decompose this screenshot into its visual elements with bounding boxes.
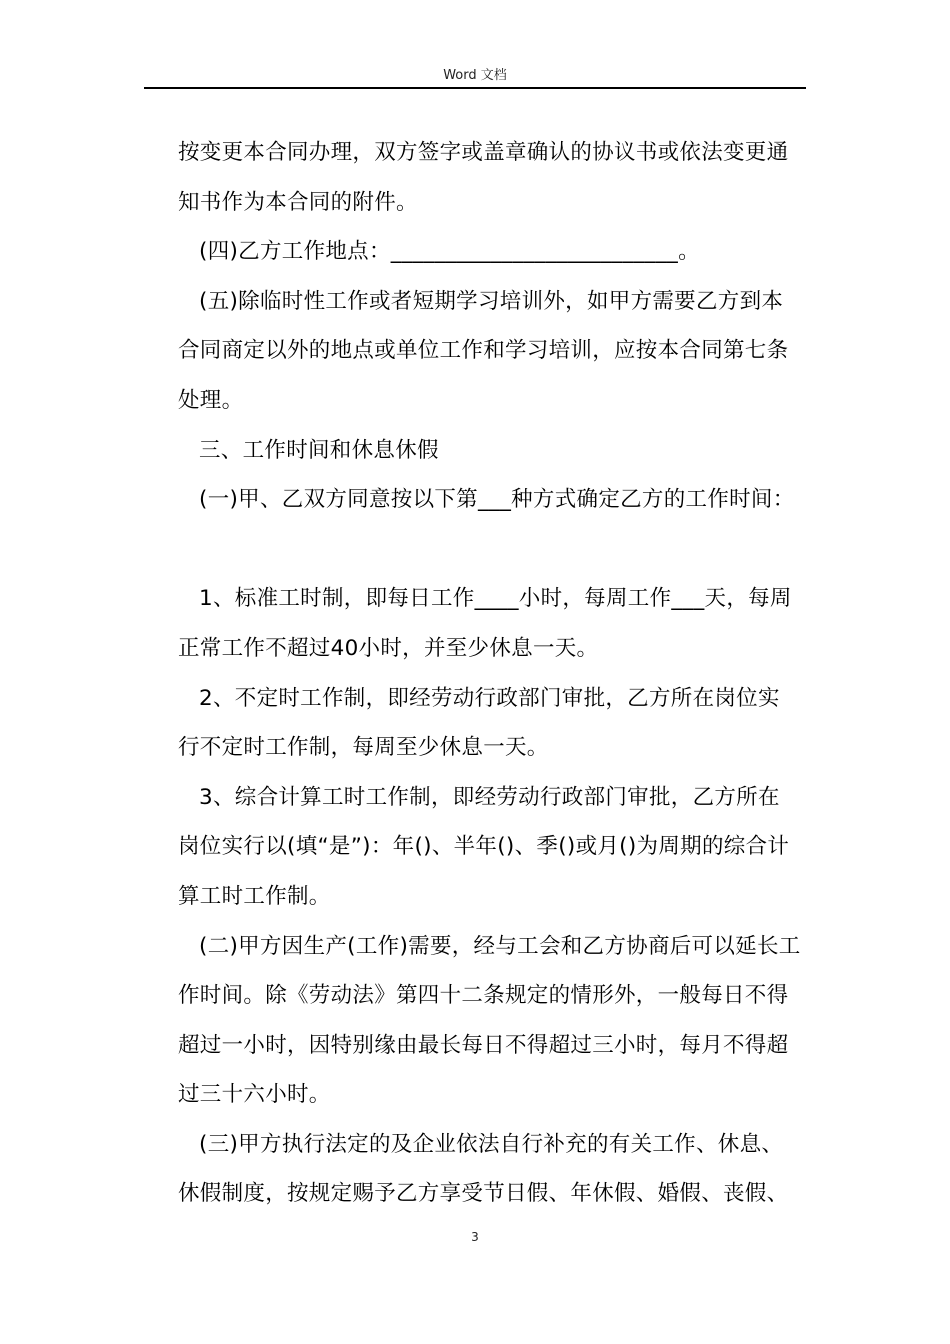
paragraph-line: 超过一小时，因特别缘由最长每日不得超过三小时，每月不得超 <box>178 1032 789 1058</box>
paragraph-line: (三)甲方执行法定的及企业依法自行补充的有关工作、休息、 <box>199 1131 784 1157</box>
paragraph-line: (二)甲方因生产(工作)需要，经与工会和乙方协商后可以延长工 <box>199 933 801 959</box>
paragraph-line: 过三十六小时。 <box>178 1082 331 1108</box>
header-divider <box>144 87 806 89</box>
blank-line <box>178 525 808 575</box>
document-body <box>178 128 808 1219</box>
paragraph-line: 1、标准工时制，即每日工作____小时，每周工作___天，每周 <box>199 586 792 612</box>
paragraph-line: 处理。 <box>178 387 244 413</box>
paragraph-line: (一)甲、乙双方同意按以下第___种方式确定乙方的工作时间： <box>199 487 795 513</box>
paragraph-line: (五)除临时性工作或者短期学习培训外，如甲方需要乙方到本 <box>199 288 784 314</box>
paragraph-line: (四)乙方工作地点：__________________________。 <box>199 239 700 265</box>
paragraph-line: 知书作为本合同的附件。 <box>178 189 418 215</box>
paragraph-line: 3、综合计算工时工作制，即经劳动行政部门审批，乙方所在 <box>199 784 780 810</box>
page-header <box>0 0 950 90</box>
page-number: 3 <box>471 1230 479 1244</box>
paragraph-line: 合同商定以外的地点或单位工作和学习培训，应按本合同第七条 <box>178 338 789 364</box>
paragraph-line: 按变更本合同办理，双方签字或盖章确认的协议书或依法变更通 <box>178 140 789 165</box>
section-heading: 三、工作时间和休息休假 <box>199 437 439 463</box>
paragraph-line: 正常工作不超过40小时，并至少休息一天。 <box>178 635 599 661</box>
paragraph-line: 算工时工作制。 <box>178 883 331 909</box>
paragraph-line: 休假制度，按规定赐予乙方享受节日假、年休假、婚假、丧假、 <box>178 1181 789 1207</box>
paragraph-line: 行不定时工作制，每周至少休息一天。 <box>178 735 549 761</box>
paragraph-line: 2、不定时工作制，即经劳动行政部门审批，乙方所在岗位实 <box>199 685 780 711</box>
header-title: Word 文档 <box>443 68 507 83</box>
paragraph-line: 作时间。除《劳动法》第四十二条规定的情形外，一般每日不得 <box>178 983 789 1009</box>
paragraph-line: 岗位实行以(填“是”)：年()、半年()、季()或月()为周期的综合计 <box>178 834 790 860</box>
